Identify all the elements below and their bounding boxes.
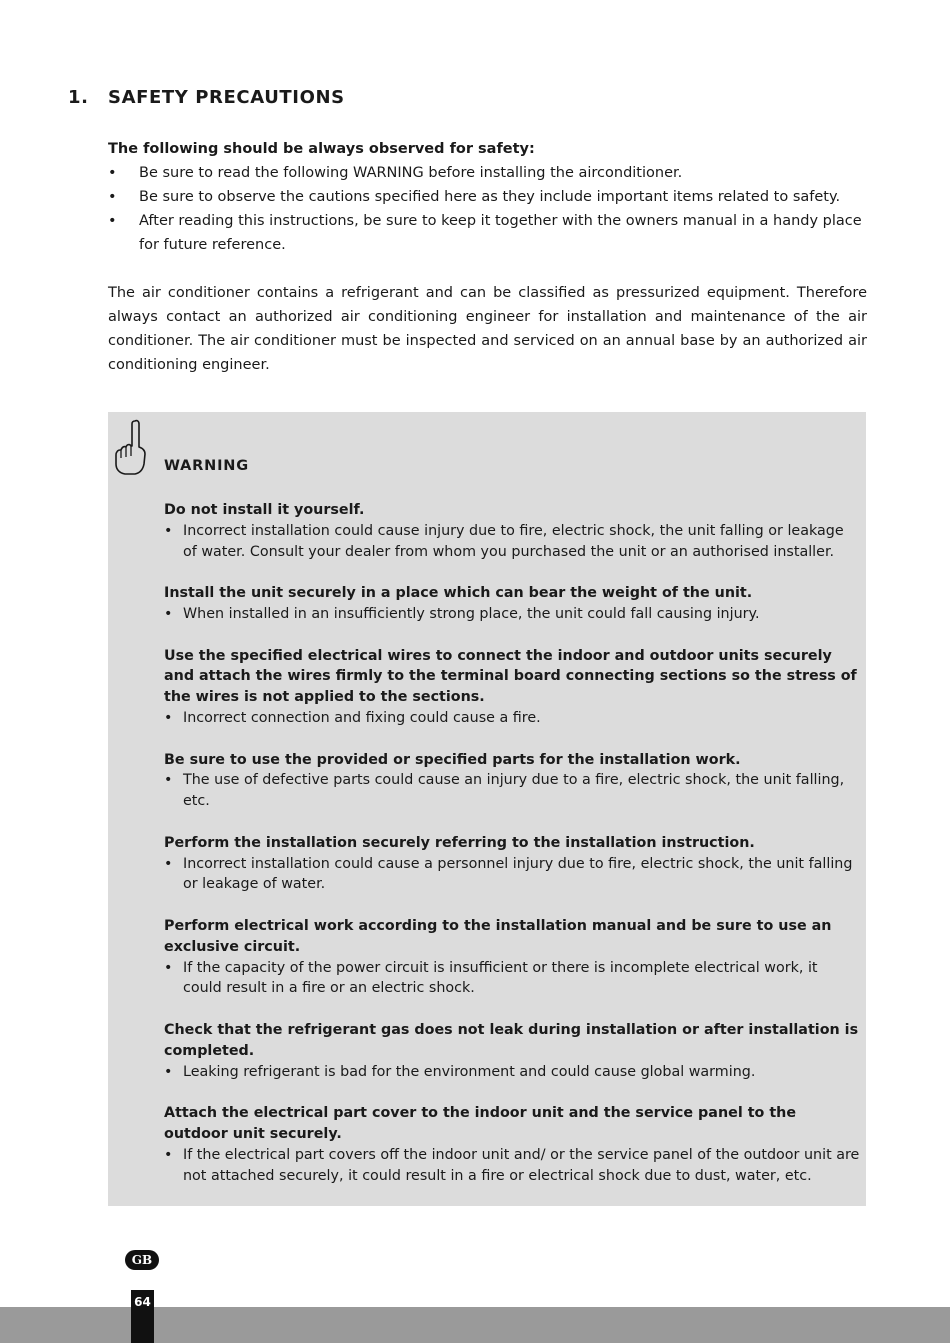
bullet-icon: • (164, 1063, 173, 1080)
warning-block-text: Leaking refrigerant is bad for the environment and could cause global warming. (183, 1063, 756, 1080)
warning-block-title: Perform electrical work according to the installation manual and be sure to use an exclusive circuit. (164, 917, 832, 955)
warning-block-text: Incorrect installation could cause injury due to fire, electric shock, the unit falling or leakage of water. Consult your dealer from whom you purchased the unit or an authorised installer. (183, 522, 844, 560)
warning-block-title: Use the specified electrical wires to connect the indoor and outdoor units securely and attach the wires firmly to the terminal board connecting sections so the stress of the wires is not applied to the sections. (164, 647, 857, 706)
warning-block-title: Do not install it yourself. (164, 502, 365, 518)
list-item-text: Be sure to read the following WARNING before installing the airconditioner. (139, 165, 683, 181)
intro-bullet-list (108, 161, 868, 257)
warning-block-title: Attach the electrical part cover to the indoor unit and the service panel to the outdoor unit securely. (164, 1105, 797, 1142)
list-item (108, 161, 868, 185)
list-item-text: After reading this instructions, be sure to keep it together with the owners manual in a handy place for future reference. (139, 213, 862, 253)
warning-block (164, 916, 860, 999)
warning-block-title: Check that the refrigerant gas does not leak during installation or after installation is completed. (164, 1021, 859, 1059)
warning-block-item (164, 708, 860, 729)
warning-block (164, 1103, 860, 1186)
pressurized-equipment-paragraph: The air conditioner contains a refrigerant and can be classified as pressurized equipment. Therefore always contact an authorized air conditioning engineer for installation and maintenance of the air conditioner. The air conditioner must be inspected and serviced on an annual base by an authorized air conditioning engineer. (108, 285, 867, 373)
page-number: 64 (131, 1290, 154, 1343)
bullet-icon: • (164, 959, 173, 976)
bullet-icon: • (164, 522, 173, 539)
warning-block-text: The use of defective parts could cause an injury due to a fire, electric shock, the unit falling, etc. (183, 772, 845, 810)
warning-block-text: If the electrical part covers off the indoor unit and/ or the service panel of the outdoor unit are not attached securely, it could result in a fire or electrical shock due to dust, water, etc. (183, 1146, 860, 1184)
intro-title: The following should be always observed for safety: (108, 141, 535, 157)
warning-title: WARNING (164, 458, 249, 474)
warning-block-text: If the capacity of the power circuit is insufficient or there is incomplete electrical work, it could result in a fire or an electric shock. (183, 959, 818, 997)
warning-block-title: Be sure to use the provided or specified parts for the installation work. (164, 751, 741, 768)
warning-block (164, 500, 860, 562)
warning-block-item (164, 521, 860, 563)
warning-block (164, 646, 860, 729)
bullet-icon: • (164, 772, 173, 789)
bullet-icon: • (164, 855, 173, 872)
warning-box (108, 412, 866, 1206)
warning-block (164, 750, 860, 812)
list-item (108, 185, 868, 209)
warning-block-title: Install the unit securely in a place which can bear the weight of the unit. (164, 585, 753, 602)
warning-block (164, 1020, 860, 1082)
warning-block-item (164, 770, 860, 812)
section-title: SAFETY PRECAUTIONS (108, 87, 345, 108)
list-item (108, 209, 868, 257)
warning-block-text: Incorrect connection and fixing could cause a fire. (183, 709, 541, 726)
bullet-icon: • (164, 709, 173, 726)
warning-block (164, 833, 860, 895)
bullet-icon: • (164, 1146, 173, 1163)
section-number: 1. (68, 87, 89, 108)
warning-block (164, 583, 860, 625)
pointing-hand-icon (113, 417, 147, 475)
warning-block-item (164, 1062, 860, 1083)
warning-block-text: When installed in an insufficiently strong place, the unit could fall causing injury. (183, 605, 760, 622)
bullet-icon: • (108, 165, 117, 181)
warning-block-item (164, 958, 860, 1000)
warning-block-item (164, 854, 860, 896)
warning-block-item (164, 604, 860, 625)
bullet-icon: • (108, 213, 117, 229)
list-item-text: Be sure to observe the cautions specified here as they include important items related to safety. (139, 189, 841, 205)
warning-list (164, 500, 860, 1207)
warning-block-title: Perform the installation securely referring to the installation instruction. (164, 834, 755, 851)
bullet-icon: • (108, 189, 117, 205)
language-badge: GB (125, 1250, 159, 1270)
section-heading (68, 87, 345, 108)
bullet-icon: • (164, 605, 173, 622)
safety-intro (108, 137, 868, 257)
warning-block-text: Incorrect installation could cause a personnel injury due to fire, electric shock, the unit falling or leakage of water. (183, 855, 853, 893)
warning-block-item (164, 1145, 860, 1187)
